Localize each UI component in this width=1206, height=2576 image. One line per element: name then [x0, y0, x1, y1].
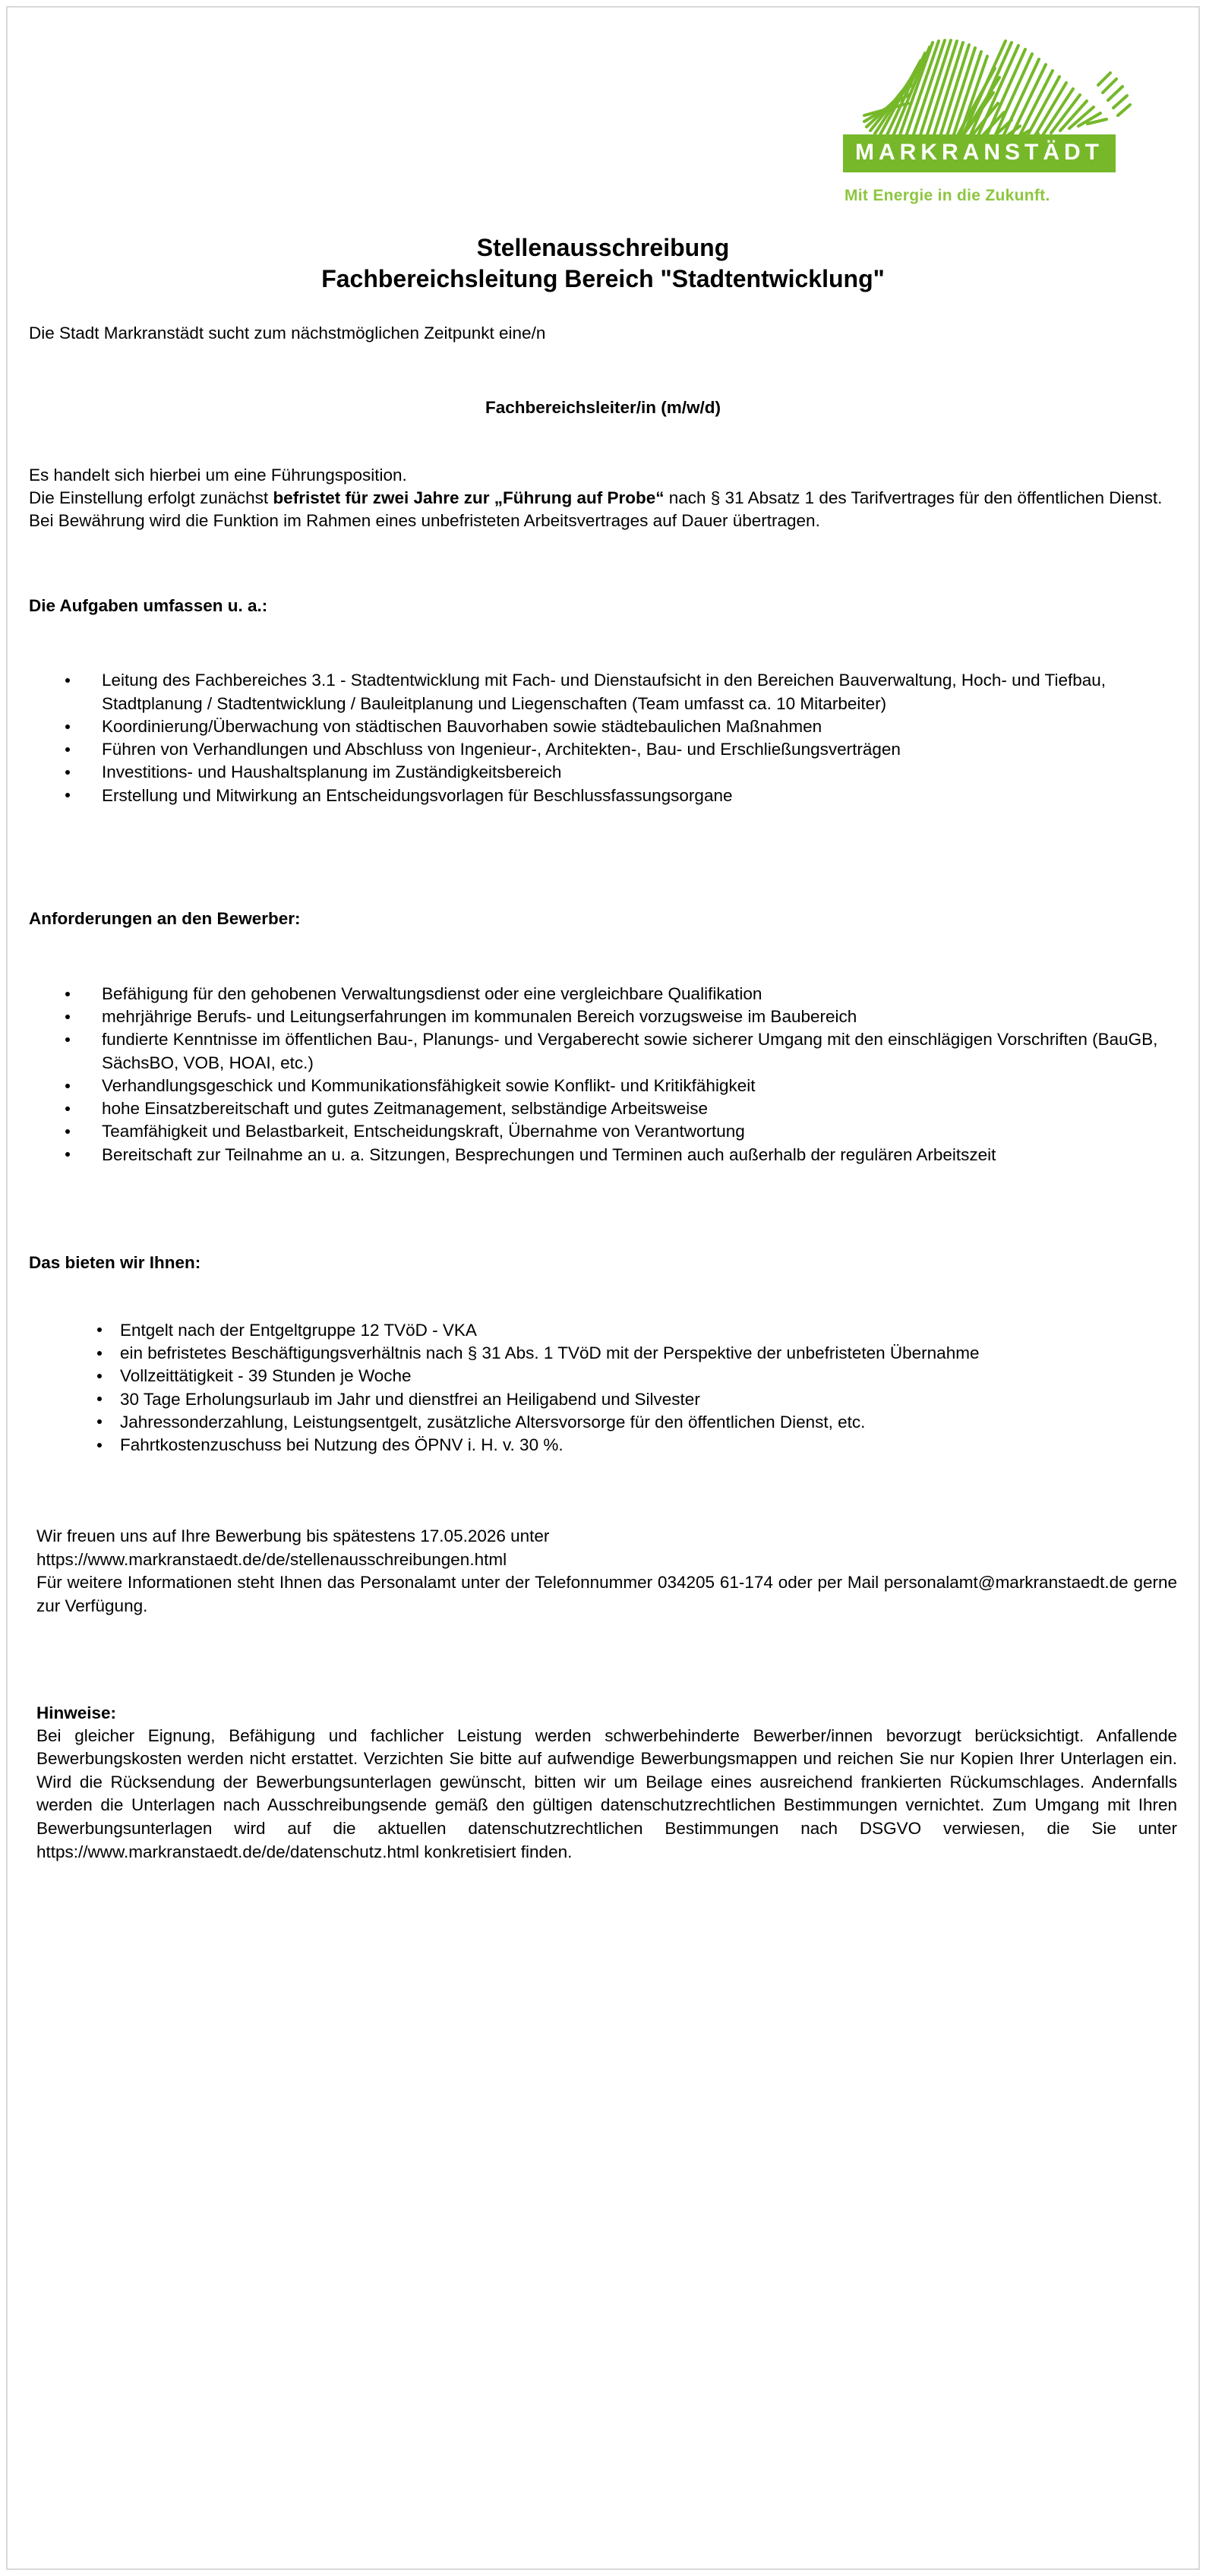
list-item-text: 30 Tage Erholungsurlaub im Jahr und dienstfrei an Heiligabend und Silvester [120, 1389, 700, 1409]
notes-block [29, 1702, 1177, 1864]
bullet-dot-icon [65, 1129, 70, 1134]
tasks-heading: Die Aufgaben umfassen u. a.: [29, 596, 268, 616]
requirements-heading: Anforderungen an den Bewerber: [29, 909, 301, 929]
logo-city-name: MARKRANSTÄDT [855, 140, 1103, 165]
intro-paragraph-1: Es handelt sich hierbei um eine Führungsposition. [29, 465, 407, 485]
bullet-dot-icon [65, 992, 70, 996]
list-item [97, 1411, 1177, 1434]
page-title-line-1: Stellenausschreibung [476, 234, 730, 261]
bullet-dot-icon [97, 1419, 102, 1424]
list-item-text: mehrjährige Berufs- und Leitungserfahrungen im kommunalen Bereich vorzugsweise im Baubereich [102, 1007, 857, 1027]
bullet-dot-icon [65, 747, 70, 752]
bullet-dot-icon [65, 1037, 70, 1042]
list-item [65, 738, 1177, 761]
list-item [65, 1144, 1177, 1166]
list-item [65, 1075, 1177, 1097]
list-item-text: fundierte Kenntnisse im öffentlichen Bau-, Planungs- und Vergaberecht sowie sicherer Umgang mit den einschlägigen Vorschriften (BauGB, SächsBO, VOB, HOAI, etc.) [102, 1030, 1158, 1072]
intro-p2-part-a: Die Einstellung erfolgt zunächst [29, 488, 273, 507]
list-item-text: Leitung des Fachbereiches 3.1 - Stadtentwicklung mit Fach- und Dienstaufsicht in den Bereichen Bauverwaltung, Hoch- und Tiefbau, Stadtplanung / Stadtentwicklung / Bauleitplanung und Liegenschaften (Team umfasst ca. 10 Mitarbeiter) [102, 671, 1107, 713]
position-title: Fachbereichsleiter/in (m/w/d) [485, 398, 721, 418]
notes-body: Bei gleicher Eignung, Befähigung und fachlicher Leistung werden schwerbehinderte Bewerber/innen bevorzugt berücksichtigt. Anfallende Bewerbungskosten werden nicht erstattet. Verzichten Sie bitte auf aufwendige Bewerbungsmappen und reichen Sie nur Kopien Ihrer Unterlagen ein. Wird die Rücksendung der Bewerbungsunterlagen gewünscht, bitten wir um Beilage eines ausreichend frankierten Rückumschlages. Andernfalls werden die Unterlagen nach Ausschreibungsende gemäß den gültigen datenschutzrechtlichen Bestimmungen vernichtet. Zum Umgang mit Ihren Bewerbungsunterlagen wird auf die aktuellen datenschutzrechtlichen Bestimmungen nach DSGVO verwiesen, die Sie unter https://www.markranstaedt.de/de/datenschutz.html konkretisiert finden. [36, 1725, 1177, 1861]
list-item-text: Verhandlungsgeschick und Kommunikationsfähigkeit sowie Konflikt- und Kritikfähigkeit [102, 1075, 756, 1095]
list-item-text: Investitions- und Haushaltsplanung im Zuständigkeitsbereich [102, 762, 562, 782]
requirements-list [29, 983, 1177, 1166]
list-item [97, 1388, 1177, 1411]
bullet-dot-icon [65, 1084, 70, 1088]
notes-heading: Hinweise: [36, 1703, 117, 1722]
list-item [65, 669, 1177, 715]
bullet-dot-icon [97, 1443, 102, 1447]
list-item [97, 1365, 1177, 1387]
list-item [65, 715, 1177, 738]
application-deadline: Wir freuen uns auf Ihre Bewerbung bis spätestens 17.05.2026 unter [36, 1526, 550, 1546]
bullet-dot-icon [97, 1397, 102, 1401]
list-item [65, 1005, 1177, 1028]
list-item-text: Führen von Verhandlungen und Abschluss von Ingenieur-, Architekten-, Bau- und Erschließungsverträgen [102, 740, 901, 759]
application-contact: Für weitere Informationen steht Ihnen das Personalamt unter der Telefonnummer 034205 61-174 oder per Mail personalamt@markranstaedt.de gerne zur Verfügung. [36, 1573, 1177, 1616]
offer-heading: Das bieten wir Ihnen: [29, 1253, 201, 1273]
bullet-dot-icon [97, 1374, 102, 1378]
intro-lead: Die Stadt Markranstädt sucht zum nächstmöglichen Zeitpunkt eine/n [29, 323, 546, 343]
bullet-dot-icon [65, 770, 70, 775]
list-item-text: ein befristetes Beschäftigungsverhältnis nach § 31 Abs. 1 TVöD mit der Perspektive der unbefristeten Übernahme [120, 1343, 980, 1363]
logo-block [29, 18, 1177, 222]
list-item [97, 1434, 1177, 1457]
tasks-list [29, 669, 1177, 807]
bullet-dot-icon [97, 1351, 102, 1356]
list-item [97, 1319, 1177, 1342]
list-item [65, 761, 1177, 784]
bullet-dot-icon [65, 678, 70, 683]
application-block [29, 1525, 1177, 1618]
list-item-text: Koordinierung/Überwachung von städtischen Bauvorhaben sowie städtebaulichen Maßnahmen [102, 716, 822, 736]
bullet-dot-icon [65, 1152, 70, 1157]
bullet-dot-icon [65, 1015, 70, 1019]
list-item-text: hohe Einsatzbereitschaft und gutes Zeitmanagement, selbständige Arbeitsweise [102, 1099, 708, 1119]
page-title-line-2: Fachbereichsleitung Bereich "Stadtentwicklung" [321, 264, 885, 292]
list-item [65, 983, 1177, 1005]
intro-paragraph-3: Bei Bewährung wird die Funktion im Rahmen eines unbefristeten Arbeitsvertrages auf Dauer übertragen. [29, 510, 820, 530]
bullet-dot-icon [65, 1106, 70, 1111]
list-item-text: Fahrtkostenzuschuss bei Nutzung des ÖPNV i. H. v. 30 %. [120, 1435, 564, 1455]
logo-tagline: Mit Energie in die Zukunft. [845, 187, 1050, 204]
document-content [29, 18, 1177, 1864]
list-item [65, 1120, 1177, 1143]
intro-paragraph-2 [29, 487, 1177, 510]
intro-p2-bold: befristet für zwei Jahre zur „Führung auf Probe“ [273, 488, 665, 507]
bullet-dot-icon [65, 724, 70, 729]
list-item-text: Vollzeittätigkeit - 39 Stunden je Woche [120, 1366, 412, 1386]
list-item [65, 1028, 1177, 1075]
list-item-text: Erstellung und Mitwirkung an Entscheidungsvorlagen für Beschlussfassungsorgane [102, 785, 733, 805]
markranstaedt-logo [843, 24, 1162, 204]
application-url[interactable]: https://www.markranstaedt.de/de/stellenausschreibungen.html [36, 1549, 507, 1569]
list-item-text: Teamfähigkeit und Belastbarkeit, Entscheidungskraft, Übernahme von Verantwortung [102, 1122, 745, 1141]
page-title [29, 232, 1177, 295]
list-item-text: Befähigung für den gehobenen Verwaltungsdienst oder eine vergleichbare Qualifikation [102, 983, 762, 1003]
list-item [65, 784, 1177, 807]
intro-p2-part-c: nach § 31 Absatz 1 des Tarifvertrages für den öffentlichen Dienst. [664, 488, 1163, 507]
bullet-dot-icon [65, 793, 70, 797]
list-item [97, 1342, 1177, 1365]
offer-list [29, 1319, 1177, 1457]
list-item [65, 1097, 1177, 1120]
logo-name-band [843, 134, 1116, 172]
list-item-text: Jahressonderzahlung, Leistungsentgelt, zusätzliche Altersvorsorge für den öffentlichen Dienst, etc. [120, 1412, 866, 1432]
list-item-text: Bereitschaft zur Teilnahme an u. a. Sitzungen, Besprechungen und Terminen auch außerhalb der regulären Arbeitszeit [102, 1144, 996, 1164]
list-item-text: Entgelt nach der Entgeltgruppe 12 TVöD - VKA [120, 1320, 477, 1340]
bullet-dot-icon [97, 1327, 102, 1332]
